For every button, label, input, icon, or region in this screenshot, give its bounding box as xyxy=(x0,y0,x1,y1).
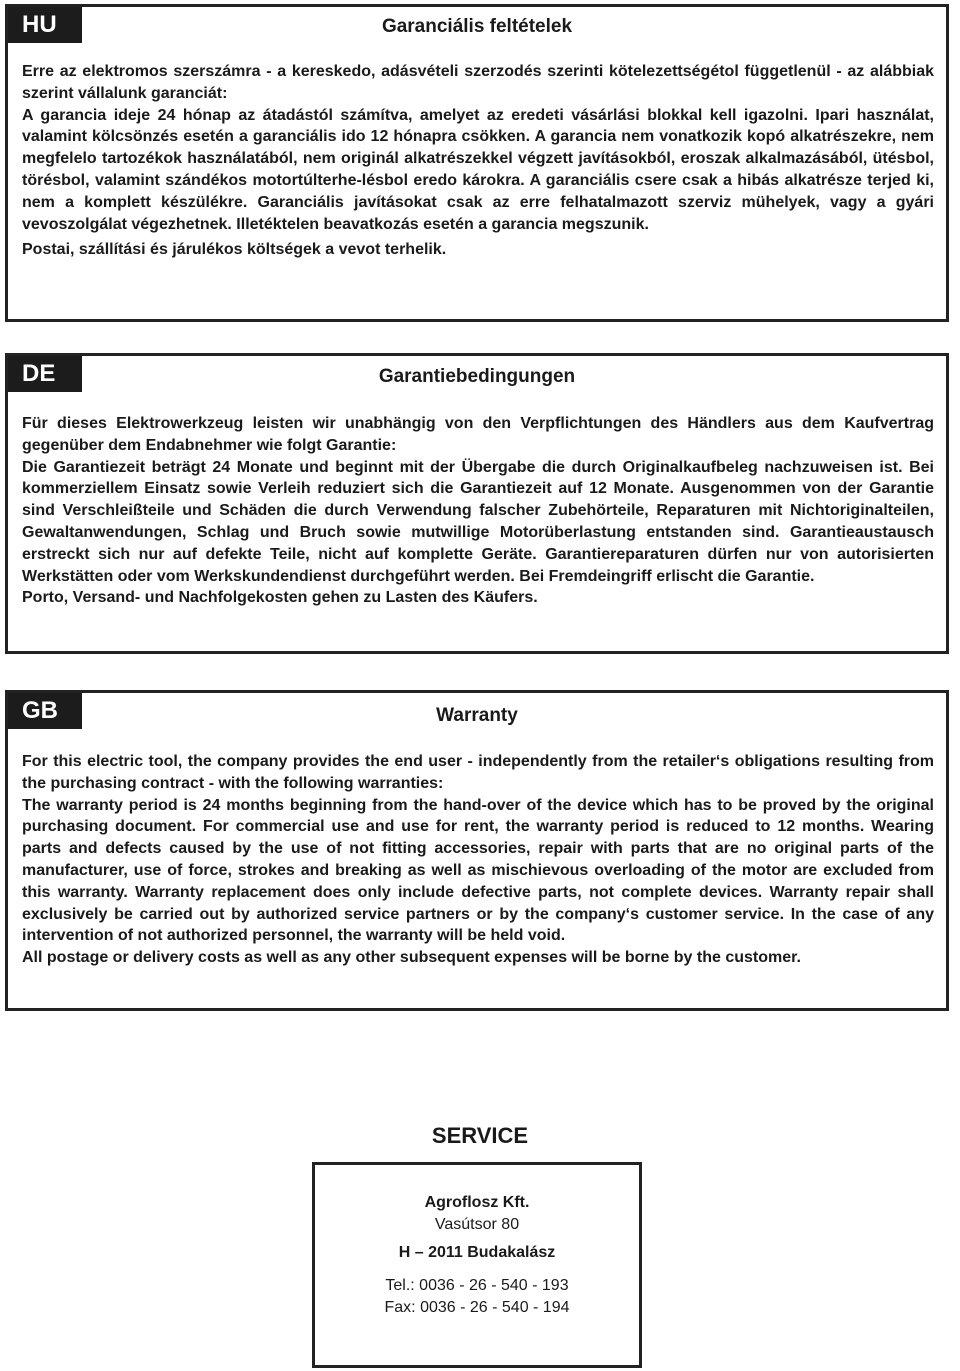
paragraph-costs-de: Porto, Versand- und Nachfolgekosten gehen zu Lasten des Käufers. xyxy=(22,589,538,607)
service-fax: Fax: 0036 - 26 - 540 - 194 xyxy=(384,1299,570,1316)
service-company: Agroflosz Kft. xyxy=(424,1194,530,1211)
section-title-de: Garantiebedingungen xyxy=(378,366,576,387)
section-title-gb: Warranty xyxy=(436,705,518,726)
service-title: SERVICE xyxy=(431,1123,529,1148)
language-tag-hu: HU xyxy=(8,7,82,43)
service-street: Vasútsor 80 xyxy=(434,1216,520,1233)
service-city: H – 2011 Budakalász xyxy=(398,1244,556,1261)
paragraph-intro-hu: Erre az elektromos szerszámra - a kereskedo, adásvételi szerzodés szerinti kötelezettségétol függetlenül - az alábbiak szerint vállalunk garanciát: xyxy=(22,63,934,102)
section-body-gb xyxy=(22,751,934,969)
warranty-section-gb xyxy=(5,690,949,1011)
paragraph-terms-de: Die Garantiezeit beträgt 24 Monate und beginnt mit der Übergabe die durch Originalkaufbeleg nachzuweisen ist. Bei kommerziellem Einsatz sowie Verleih reduziert sich die Garantiezeit auf 12 Monate. Ausgenommen von der Garantie sind Verschleißteile und Schäden die durch Verwendung falscher Zubehörteile, Reparaturen mit Nichtoriginalteilen, Gewaltanwendungen, Schlag und Bruch sowie mutwillige Motorüberlastung entstanden sind. Garantieaustausch erstreckt sich nur auf defekte Teile, nicht auf komplette Geräte. Garantiereparaturen dürfen nur von autorisierten Werkstätten oder vom Werkskundendienst durchgeführt werden. Bei Fremdeingriff erlischt die Garantie. xyxy=(22,458,934,585)
paragraph-costs-hu: Postai, szállítási és járulékos költségek a vevot terhelik. xyxy=(22,241,447,259)
section-body-de xyxy=(22,413,934,609)
paragraph-terms-gb: The warranty period is 24 months beginning from the hand-over of the device which has to be proved by the original purchasing document. For commercial use and use for rent, the warranty period is reduced to 12 months. Wearing parts and defects caused by the use of not fitting accessories, repair with parts that are no original parts of the manufacturer, use of force, strokes and breaking as well as mischievous overloading of the motor are excluded from this warranty. Warranty replacement does only include defective parts, not complete devices. Warranty repair shall exclusively be carried out by authorized service partners or by the company‘s customer service. In the case of any intervention of not authorized personnel, the warranty will be held void. xyxy=(22,796,934,945)
paragraph-terms-hu: A garancia ideje 24 hónap az átadástól számítva, amelyet az eredeti vásárlási blokkal kell igazolni. Ipari használat, valamint kölcsönzés esetén a garanciális ido 12 hónapra csökken. A garancia nem vonatkozik kopó alkatrészekre, nem megfelelo tartozékok használatából, nem originál alkatrészekkel végzett javításokból, eroszak alkalmazásából, ütésbol, törésbol, valamint szándékos motortúlterhe-lésbol eredo károkra. A garanciális csere csak a hibás alkatrésze terjed ki, nem a komplett készülékre. Garanciális javításokat csak az erre felhatalmazott szerviz mühelyek, vagy a gyári vevoszolgálat végezhetnek. Illetéktelen beavatkozás esetén a garancia megszunik. xyxy=(22,106,934,233)
paragraph-costs-gb: All postage or delivery costs as well as any other subsequent expenses will be borne by the customer. xyxy=(22,949,801,967)
section-body-hu xyxy=(22,61,934,261)
language-tag-de: DE xyxy=(8,356,82,392)
paragraph-intro-gb: For this electric tool, the company provides the end user - independently from the retailer‘s obligations resulting from the purchasing contract - with the following warranties: xyxy=(22,753,934,792)
section-title-hu: Garanciális feltételek xyxy=(381,16,573,37)
service-phone: Tel.: 0036 - 26 - 540 - 193 xyxy=(385,1277,569,1294)
warranty-section-hu xyxy=(5,4,949,322)
language-tag-gb: GB xyxy=(8,693,82,729)
service-address-box xyxy=(312,1162,642,1368)
warranty-section-de xyxy=(5,353,949,654)
paragraph-intro-de: Für dieses Elektrowerkzeug leisten wir unabhängig von den Verpflichtungen des Händlers aus dem Kaufvertrag gegenüber dem Endabnehmer wie folgt Garantie: xyxy=(22,415,934,454)
